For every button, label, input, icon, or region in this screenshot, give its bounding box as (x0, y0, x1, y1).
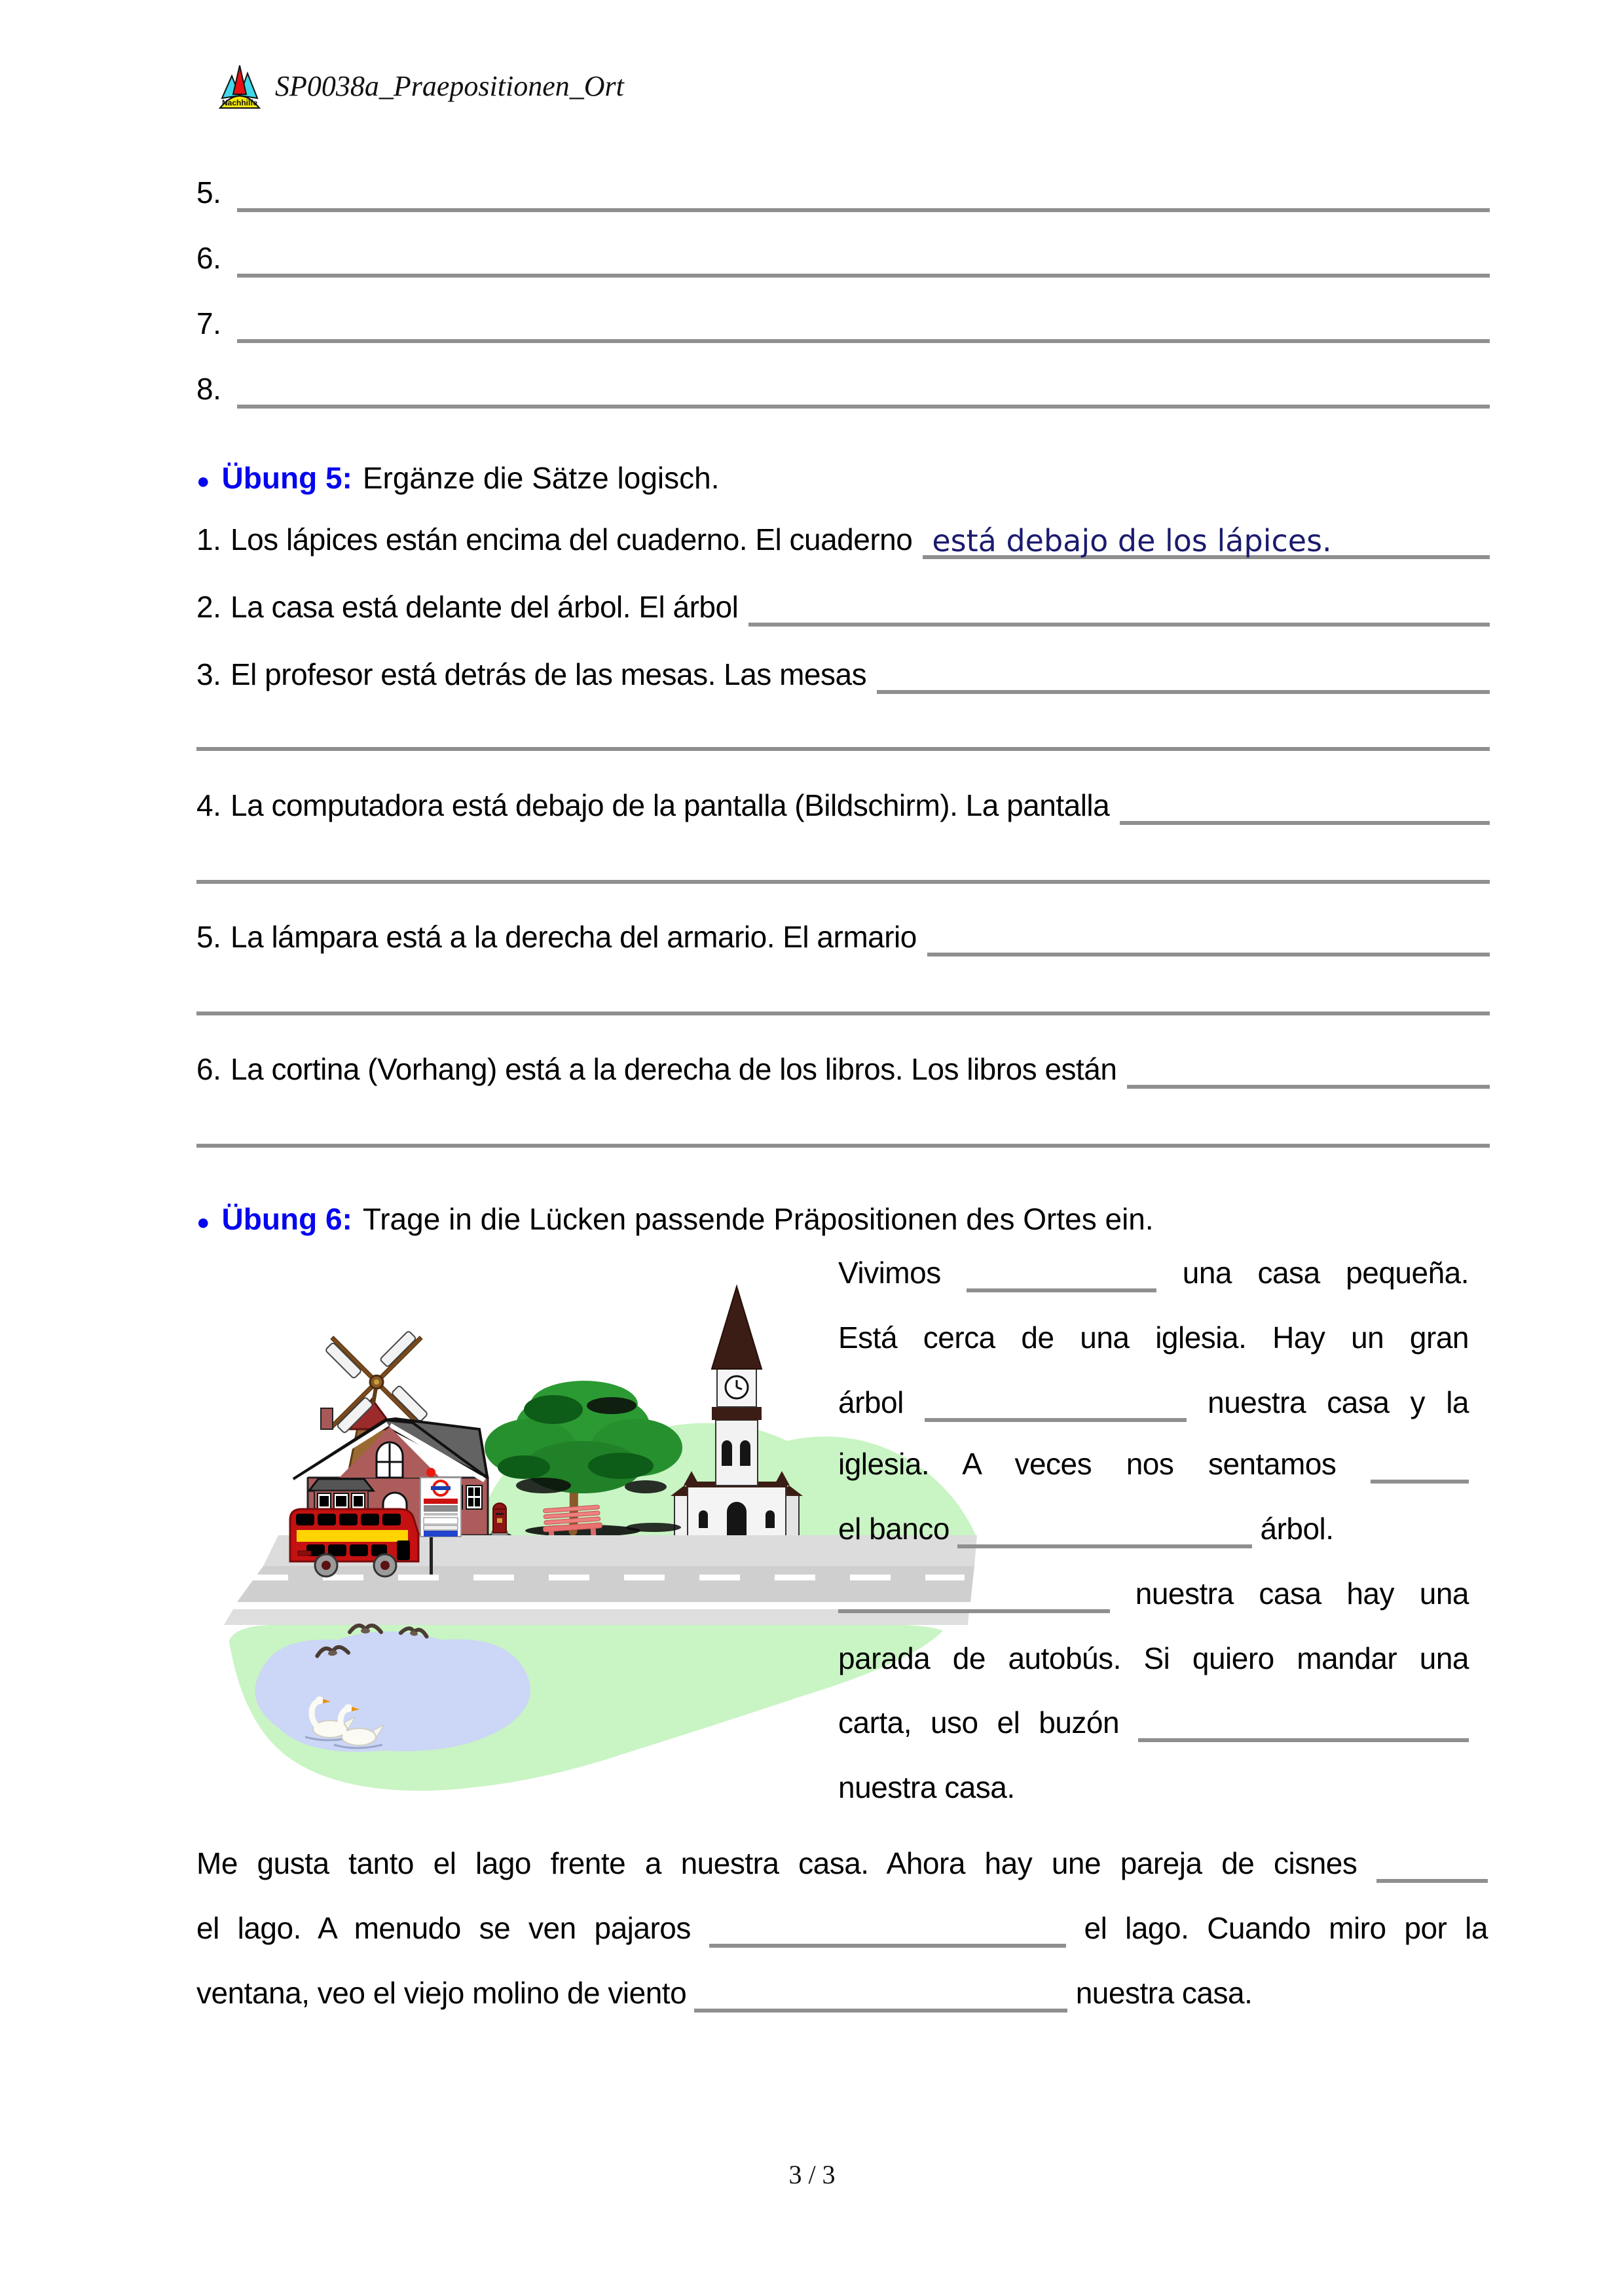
exercise-item (196, 1047, 1490, 1089)
answer-blank (877, 656, 1490, 694)
text-segment: Vivimos (838, 1256, 941, 1290)
exercise-item (196, 652, 1490, 694)
item-number: 6. (196, 1052, 221, 1086)
fill-in-blank (1376, 1848, 1488, 1883)
item-text: La casa está delante del árbol. El árbol (231, 590, 739, 624)
answer-blank (923, 521, 1490, 559)
uebung5-label: Übung 5: (221, 461, 352, 495)
item-text: La lámpara está a la derecha del armario. El armario (231, 920, 917, 954)
bullet-icon: ● (196, 1210, 210, 1235)
paragraph-line (838, 1253, 1469, 1295)
exercise-item (196, 585, 1490, 627)
paragraph-line (838, 1574, 1469, 1616)
continuation-blank-line (196, 880, 1490, 884)
logo-text: Nachhilfe (221, 98, 258, 107)
fill-in-blank (967, 1257, 1156, 1292)
numbered-blank-line (196, 367, 1490, 409)
text-segment: el lago. A menudo se ven pajaros (196, 1911, 691, 1945)
handwritten-answer: está debajo de los lápices. (932, 523, 1332, 558)
answer-blank (1120, 787, 1490, 825)
paragraph-line (838, 1318, 1469, 1360)
nachhilfe-logo-icon (218, 60, 261, 110)
answer-blank (237, 371, 1490, 409)
item-text: La computadora está debajo de la pantalla (Bildschirm). La pantalla (231, 788, 1110, 822)
item-text: El profesor está detrás de las mesas. Las mesas (231, 657, 867, 691)
fill-in-blank (957, 1513, 1252, 1548)
line-number: 5. (196, 175, 221, 210)
answer-blank (927, 919, 1490, 957)
bullet-icon: ● (196, 469, 210, 494)
text-segment: una casa pequeña. (1182, 1256, 1469, 1290)
item-number: 4. (196, 788, 221, 822)
fill-in-blank (709, 1912, 1066, 1948)
text-segment: parada de autobús. Si quiero mandar una (838, 1641, 1469, 1675)
page-title: SP0038a_Praepositionen_Ort (275, 70, 624, 102)
fill-in-blank (1138, 1707, 1469, 1742)
paragraph-line (196, 1908, 1488, 1950)
paragraph-line (838, 1768, 1469, 1810)
text-segment: árbol. (1260, 1512, 1334, 1546)
fill-in-blank (694, 1977, 1067, 2013)
exercise-item (196, 915, 1490, 957)
text-segment: árbol (838, 1385, 904, 1419)
fill-in-blank (925, 1387, 1187, 1422)
line-number: 6. (196, 241, 221, 275)
uebung5-instruction: Ergänze die Sätze logisch. (362, 461, 720, 495)
numbered-blank-line (196, 301, 1490, 343)
page-number: 3 / 3 (788, 2160, 836, 2189)
paragraph-line (838, 1703, 1469, 1745)
item-text: La cortina (Vorhang) está a la derecha de los libros. Los libros están (231, 1052, 1117, 1086)
paragraph-line (196, 1973, 1488, 2015)
continuation-blank-line (196, 747, 1490, 751)
text-segment: iglesia. A veces nos sentamos (838, 1447, 1337, 1481)
answer-blank (1127, 1051, 1490, 1089)
continuation-blank-line (196, 1144, 1490, 1148)
uebung6-instruction: Trage in die Lücken passende Präpositionen des Ortes ein. (362, 1202, 1154, 1236)
fill-in-blank (838, 1578, 1110, 1613)
answer-blank (748, 589, 1490, 627)
line-number: 7. (196, 306, 221, 340)
answer-blank (237, 174, 1490, 212)
text-segment: el lago. Cuando miro por la (1084, 1911, 1488, 1945)
church-icon (671, 1286, 803, 1537)
exercise-item (196, 783, 1490, 825)
line-number: 8. (196, 372, 221, 406)
continuation-blank-line (196, 1011, 1490, 1015)
text-segment: nuestra casa hay una (1135, 1576, 1469, 1611)
item-number: 5. (196, 920, 221, 954)
text-segment: ventana, veo el viejo molino de viento (196, 1976, 687, 2010)
text-segment: nuestra casa y la (1208, 1385, 1469, 1419)
paragraph-line (196, 1844, 1488, 1886)
paragraph-line (838, 1639, 1469, 1681)
answer-blank (237, 305, 1490, 343)
text-segment: carta, uso el buzón (838, 1705, 1120, 1740)
paragraph-line (838, 1383, 1469, 1425)
uebung6-label: Übung 6: (221, 1202, 352, 1236)
item-number: 1. (196, 522, 221, 556)
item-number: 3. (196, 657, 221, 691)
lake (255, 1631, 530, 1752)
uebung5-header (196, 458, 1490, 500)
uebung6-header (196, 1199, 1490, 1241)
item-number: 2. (196, 590, 221, 624)
text-segment: Está cerca de una iglesia. Hay un gran (838, 1321, 1469, 1355)
fill-in-blank (1371, 1448, 1469, 1484)
text-segment: Me gusta tanto el lago frente a nuestra casa. Ahora hay une pareja de cisnes (196, 1846, 1357, 1880)
numbered-blank-line (196, 170, 1490, 212)
text-segment: nuestra casa. (838, 1770, 1015, 1804)
exercise-item (196, 517, 1490, 559)
text-segment: nuestra casa. (1075, 1976, 1253, 2010)
answer-blank (237, 240, 1490, 278)
item-text: Los lápices están encima del cuaderno. El cuaderno (231, 522, 913, 556)
paragraph-line (838, 1444, 1469, 1486)
text-segment: el banco (838, 1512, 950, 1546)
paragraph-line (838, 1509, 1469, 1551)
numbered-blank-line (196, 236, 1490, 278)
